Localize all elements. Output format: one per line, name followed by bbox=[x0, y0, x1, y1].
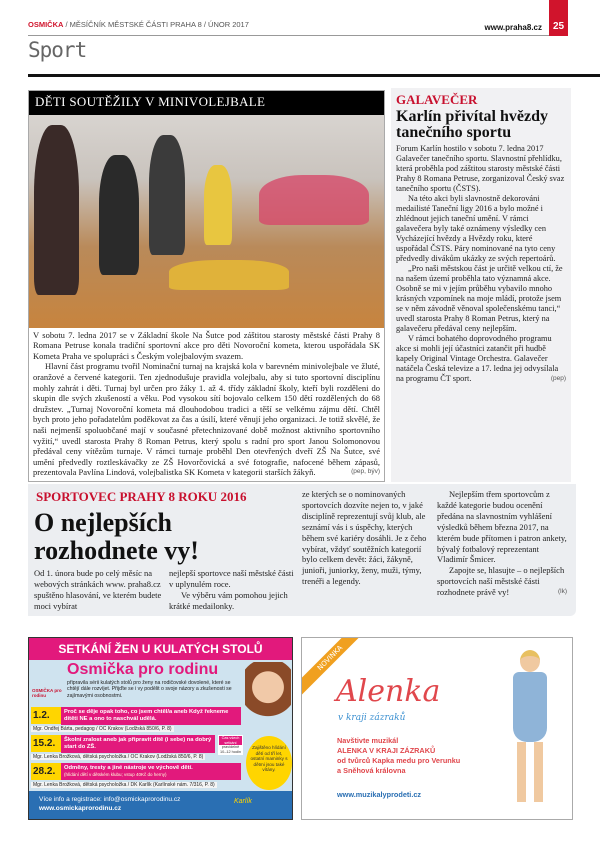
paragraph-text: V rámci bohatého doprovodného programu akce si mohli její účastníci zatančit při hudbě kapely Original Vintage Orchestra. Galavečer natáčela Česká televize a 17. ledna jej odvysílala na programu ČT sport. bbox=[396, 334, 559, 383]
paragraph-text: Hlavní část programu tvořil Nominační turnaj na krajská kola v barevném minivolejbale ve žluté, oranžové a červené kategorii. Ten zjednodušuje pravidla volejbalu, aby si tuto sportovní disciplínu mohly zahrát i děti. Turnaj byl určen pro žáky 1. až 4. třídy základní školy, kteří byli rozděleni do skupin dle svých zkušeností a věku. Pod vysokou sítí bojovalo celkem 150 dětí rozdělených do 68 družstev. „Turnaj Novoroční kometa má dlouhodobou tradici a těší se velkému zájmu dětí. Chtěl bych proto jeho pořadatelům poděkovat za čas a úsilí, které věnují jeho organizaci. Je totiž skvělé, že naši nejmenší spoluobčané mají v současné přetechnizované době možnost aktivního sportovního vyžití,“ uvedl starosta Prahy 8 Roman Petrus, který spolu s radní pro sport Janou Solomonovou předával ceny vítězům turnaje. V rámci turnaje proběhl Den otevřených dveří ZŠ Na Šutce, své umění předvedly roztleskávačky ze ZŠ Hovorčovická a své fotografie, nafocené během zápasů, prezentovala Pavlína Lindová, volejbalistka SK Kometa v kategorii starších žákyň. bbox=[33, 361, 380, 478]
musical-logo: Alenka bbox=[336, 674, 441, 709]
time-info bbox=[218, 735, 243, 755]
event-topic: Proč se děje opak toho, co jsem chtěl/a aneb Když řekneme dítěti NE a ono to naschvál udělá. bbox=[61, 707, 241, 725]
novinka-ribbon: NOVINKA bbox=[301, 637, 370, 698]
section-title: Sport bbox=[28, 38, 87, 62]
paragraph: Ve výběru vám pomohou jejich krátké medailonky. bbox=[169, 589, 288, 611]
woman-illustration bbox=[245, 662, 291, 734]
event-note: (hlídání dětí v dětském klubu; vstup 40Kč do herny) bbox=[64, 772, 167, 777]
childcare-badge: Zajištěno hlídání dětí od tří let, ostatní maminky s dětmi jsou také vítány. bbox=[246, 736, 292, 790]
paragraph bbox=[396, 334, 566, 384]
event-topic: Školní zralost aneb jak připravit dítě (i sebe) na dobrý start do ZŠ. bbox=[61, 735, 215, 753]
ad-promo-text bbox=[337, 736, 460, 776]
author-signature: (pep, býv) bbox=[351, 468, 380, 476]
paragraph bbox=[33, 361, 380, 478]
ad-footer bbox=[29, 791, 292, 819]
author-signature: (lk) bbox=[557, 588, 567, 596]
paragraph bbox=[437, 565, 567, 598]
time-value: pravidelně 10–12 hodin bbox=[220, 745, 241, 754]
event-speaker: Mgr. Lenka Brožková, dětská psycholožka / DK Karlík (Karlínské nám. 7/316, P. 8) bbox=[33, 782, 215, 788]
event-date: 15.2. bbox=[31, 735, 61, 752]
magazine-name: OSMIČKA bbox=[28, 20, 64, 29]
paragraph-text: Zapojte se, hlasujte – o nejlepších sportovcích naší městské části rozhodnete právě vy! bbox=[437, 565, 565, 598]
ad-title: SETKÁNÍ ŽEN U KULATÝCH STOLŮ bbox=[29, 638, 292, 660]
musical-logo-subtitle: v kraji zázraků bbox=[338, 713, 406, 723]
paragraph: „Pro naši městskou část je určitě velkou ctí, že na našem území proběhla tato významná akce. Osobně se mi v jejím průběhu vybavilo mnoho krásných vzpomínek na moje mládí, protože jsem se v něm závodně věnoval společenskému tanci,“ uvedl starosta Prahy 8 Roman Petrus, který na galavečeru předával ceny nejlepším. bbox=[396, 264, 563, 333]
column-text bbox=[169, 568, 297, 612]
paragraph: V sobotu 7. ledna 2017 se v Základní škole Na Šutce pod záštitou starosty městské části Prahy 8 Romana Petruse konala tradiční sportovní akce pro děti Novoroční kometa, kterou uspořádala SK Kometa Praha ve spolupráci s Českým volejbalovým svazem. bbox=[33, 329, 380, 361]
section-rule bbox=[28, 74, 600, 77]
actress-photo bbox=[507, 650, 553, 815]
promo-line: a Sněhová královna bbox=[337, 766, 406, 775]
advertisement-osmicka-pro-rodinu[interactable] bbox=[28, 637, 293, 820]
advertisement-alenka-musical[interactable] bbox=[301, 637, 573, 820]
family-logo: OSMIČKA pro rodinu bbox=[32, 688, 62, 698]
article-kicker: GALAVEČER bbox=[396, 92, 478, 107]
column-text: Od 1. února bude po celý měsíc na webových stránkách www. praha8.cz spuštěno hlasování, ve kterém budete moci vybírat bbox=[34, 568, 162, 611]
ad-website[interactable]: www.osmickaprorodinu.cz bbox=[39, 805, 122, 812]
article-sportsman-of-year bbox=[28, 484, 576, 616]
paragraph: Na této akci byli slavnostně dekorováni medailisté Taneční ligy 2016 a bylo možné i zhlédnout jejich taneční umění. V rámci galavečera byly také oznámeny výsledky cen Vycházející hvězdy a Hvězdy roku, které uspořádal ČSTS. Páry nominované na tyto ceny předvedly divákům ukázky ze svých repertoárů. bbox=[396, 194, 556, 263]
article-title: DĚTI SOUTĚŽILY V MINIVOLEJBALE bbox=[29, 91, 384, 115]
page-number: 25 bbox=[549, 0, 568, 36]
promo-line: Navštivte muzikál bbox=[337, 736, 399, 745]
article-title: Karlín přivítal hvězdy tanečního sportu bbox=[396, 108, 548, 141]
promo-line: ALENKA V KRAJI ZÁZRAKŮ bbox=[337, 746, 436, 755]
article-minivolleyball bbox=[28, 90, 385, 482]
event-speaker: Mgr. Ondřej Bárta, pedagog / OC Krakov (Lodžská 850/6, P. 8) bbox=[33, 726, 172, 732]
article-photo bbox=[29, 115, 384, 328]
ad-intro: připravila sérii kulatých stolů pro ženy na rodičovské dovolené, které se chtějí dále rozvíjet. Přijďte se i vy podělit o svoje názory a zkušenosti se zajímavými osobnostmi. bbox=[67, 680, 232, 699]
running-header bbox=[28, 20, 568, 36]
event-date: 28.2. bbox=[31, 763, 61, 780]
author-signature: (pep) bbox=[550, 375, 566, 382]
website-link[interactable]: www.praha8.cz bbox=[484, 23, 542, 32]
paragraph: Nejlepším třem sportovcům z každé kategorie budou ocenění předána na slavnostním vyhlášení výsledků během března 2017, na kterém bude přítomen i patron ankety, bývalý fotbalový reprezentant Vladimír Šmicer. bbox=[437, 489, 567, 565]
promo-line: od tvůrců Kapka medu pro Verunku bbox=[337, 756, 461, 765]
event-speaker: Mgr. Lenka Brožková, dětská psycholožka / OC Krakov (Lodžská 850/6, P. 8) bbox=[33, 754, 204, 760]
event-topic-text: Odměny, tresty a jiné nástroje ve výchově dětí. bbox=[64, 765, 193, 771]
time-label: Čas všech setkání bbox=[219, 736, 242, 745]
ad-website[interactable]: www.muzikalyprodeti.cz bbox=[337, 790, 422, 799]
column-text bbox=[437, 489, 567, 598]
issue-info: / MĚSÍČNÍK MĚSTSKÉ ČÁSTI PRAHA 8 / ÚNOR 2017 bbox=[63, 20, 249, 29]
event-topic bbox=[61, 763, 241, 780]
article-galavecer bbox=[391, 88, 571, 482]
event-date: 1.2. bbox=[31, 707, 61, 724]
column-text: ze kterých se o nominovaných sportovcích dozvíte nejen to, v jaké disciplíně reprezentují svůj klub, ale seznámí vás i s úspěchy, kterých během své kariéry dosáhli. Je z čeho vybírat, vždyť soutěžních kategorií bylo celkem devět: žáci, žákyně, junioři, juniorky, ženy, muži, týmy, trenéři a legendy. bbox=[302, 489, 427, 587]
article-title: O nejlepších rozhodnete vy! bbox=[34, 508, 199, 565]
registration-info[interactable]: Více info a registrace: info@osmickaprorodinu.cz bbox=[39, 796, 181, 803]
karlik-logo: Karlík bbox=[234, 798, 252, 805]
ad-brand: Osmička pro rodinu bbox=[67, 661, 219, 678]
article-kicker: SPORTOVEC PRAHY 8 ROKU 2016 bbox=[36, 489, 247, 504]
paragraph: Forum Karlín hostilo v sobotu 7. ledna 2017 Galavečer tanečního sportu. Slavnostní přehlídku, která proběhla pod záštitou starosty městské části Prahy 8 Romana Petruse, zorganizoval Český svaz tanečního sportu (ČSTS). bbox=[396, 144, 565, 193]
paragraph: nejlepší sportovce naší městské části v uplynulém roce. bbox=[169, 568, 294, 589]
